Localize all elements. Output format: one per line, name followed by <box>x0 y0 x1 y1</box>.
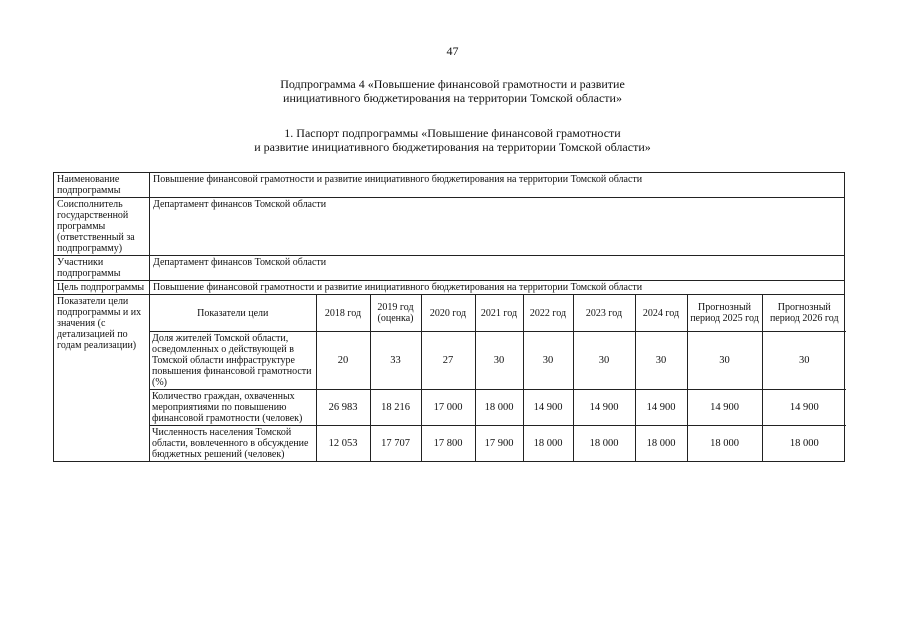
header-cell-year: 2018 год <box>316 295 370 332</box>
indicator-value: 14 900 <box>573 390 635 426</box>
row-label: Соисполнитель государственной программы (ответственный за подпрограмму) <box>54 198 150 256</box>
header-cell-year: 2024 год <box>635 295 687 332</box>
indicator-value: 26 983 <box>316 390 370 426</box>
header-cell-year: 2022 год <box>523 295 573 332</box>
passport-title-line-1: 1. Паспорт подпрограммы «Повышение финансовой грамотности <box>284 126 621 140</box>
indicator-value: 17 900 <box>475 426 523 462</box>
passport-row-participants <box>54 256 845 281</box>
indicator-name: Количество граждан, охваченных мероприятиями по повышению финансовой грамотности (человек) <box>150 390 316 426</box>
table-row <box>150 390 846 426</box>
passport-title <box>0 126 905 154</box>
passport-row-indicators <box>54 295 845 462</box>
header-cell-name: Показатели цели <box>150 295 316 332</box>
indicator-value: 18 216 <box>370 390 421 426</box>
row-label: Участники подпрограммы <box>54 256 150 281</box>
indicator-value: 30 <box>635 332 687 390</box>
page-number: 47 <box>446 44 459 58</box>
indicator-value: 30 <box>762 332 846 390</box>
indicator-value: 33 <box>370 332 421 390</box>
row-value: Департамент финансов Томской области <box>150 198 845 256</box>
indicator-value: 12 053 <box>316 426 370 462</box>
table-row <box>150 426 846 462</box>
indicators-cell <box>150 295 845 462</box>
indicators-header-row <box>150 295 846 332</box>
indicator-value: 18 000 <box>523 426 573 462</box>
indicator-value: 18 000 <box>635 426 687 462</box>
row-label: Показатели цели подпрограммы и их значения (с детализацией по годам реализации) <box>54 295 150 462</box>
passport-table <box>53 172 845 462</box>
indicator-name: Численность населения Томской области, вовлеченного в обсуждение бюджетных решений (человек) <box>150 426 316 462</box>
indicator-value: 30 <box>475 332 523 390</box>
row-label: Цель подпрограммы <box>54 281 150 295</box>
header-cell-year: 2020 год <box>421 295 475 332</box>
indicator-value: 17 707 <box>370 426 421 462</box>
subprogram-title-line-2: инициативного бюджетирования на территории Томской области» <box>283 91 622 105</box>
header-cell-year: Прогнозный период 2026 год <box>762 295 846 332</box>
indicator-value: 14 900 <box>762 390 846 426</box>
row-value: Департамент финансов Томской области <box>150 256 845 281</box>
header-cell-year: 2023 год <box>573 295 635 332</box>
indicator-value: 20 <box>316 332 370 390</box>
header-cell-year: 2019 год (оценка) <box>370 295 421 332</box>
indicator-value: 18 000 <box>762 426 846 462</box>
indicator-value: 14 900 <box>635 390 687 426</box>
indicator-value: 17 000 <box>421 390 475 426</box>
subprogram-title <box>0 77 905 105</box>
indicator-value: 30 <box>687 332 762 390</box>
row-value: Повышение финансовой грамотности и развитие инициативного бюджетирования на территории Томской области <box>150 281 845 295</box>
indicator-value: 30 <box>573 332 635 390</box>
indicator-value: 18 000 <box>475 390 523 426</box>
row-value: Повышение финансовой грамотности и развитие инициативного бюджетирования на территории Томской области <box>150 173 845 198</box>
table-row <box>150 332 846 390</box>
indicator-value: 30 <box>523 332 573 390</box>
passport-row-goal <box>54 281 845 295</box>
header-cell-year: Прогнозный период 2025 год <box>687 295 762 332</box>
indicator-value: 14 900 <box>687 390 762 426</box>
indicator-value: 27 <box>421 332 475 390</box>
header-cell-year: 2021 год <box>475 295 523 332</box>
indicator-value: 18 000 <box>573 426 635 462</box>
indicator-name: Доля жителей Томской области, осведомленных о действующей в Томской области инфраструктуре повышения финансовой грамотности (%) <box>150 332 316 390</box>
passport-row-name <box>54 173 845 198</box>
indicator-value: 18 000 <box>687 426 762 462</box>
passport-row-coexecutor <box>54 198 845 256</box>
indicator-value: 14 900 <box>523 390 573 426</box>
passport-title-line-2: и развитие инициативного бюджетирования на территории Томской области» <box>254 140 651 154</box>
indicators-table <box>150 295 846 461</box>
row-label: Наименование подпрограммы <box>54 173 150 198</box>
indicator-value: 17 800 <box>421 426 475 462</box>
subprogram-title-line-1: Подпрограмма 4 «Повышение финансовой грамотности и развитие <box>280 77 625 91</box>
